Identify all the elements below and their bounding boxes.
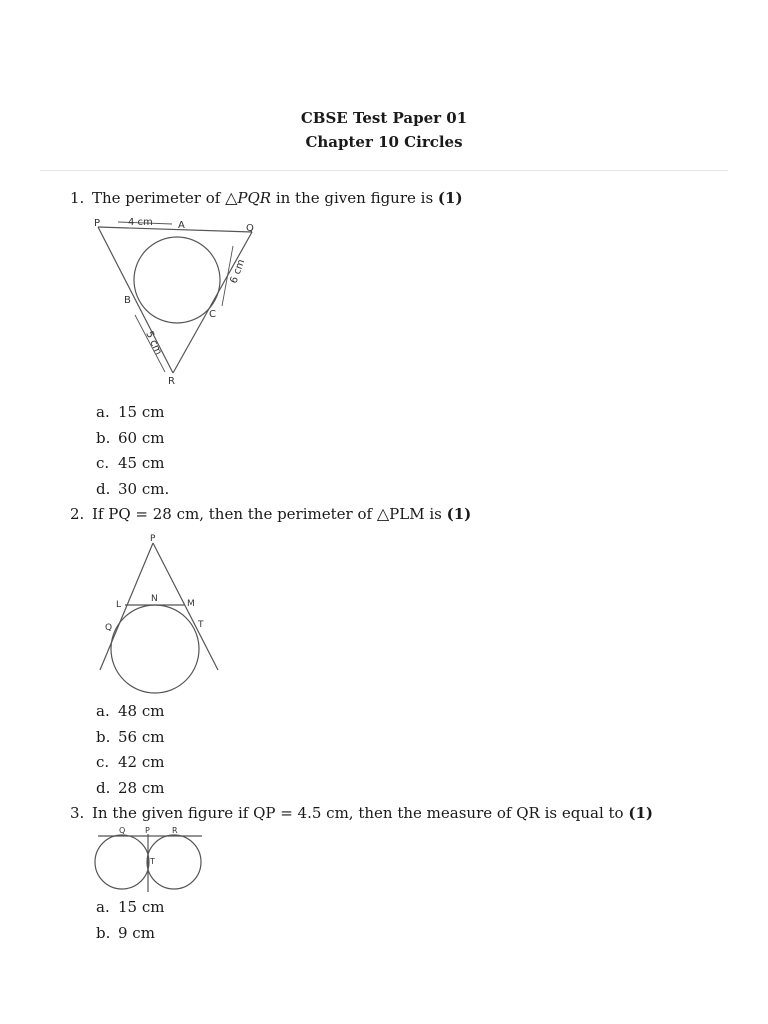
label-A: A [178,220,185,231]
question-text-pre: In the given figure if QP = 4.5 cm, then the measure of QR is equal to [92,804,629,822]
option-2d[interactable]: d. 28 cm [96,779,165,797]
option-2c[interactable]: c. 42 cm [96,753,165,771]
question-text-pre: If PQ = 28 cm, then the perimeter of [92,505,377,523]
label-L: L [116,600,122,610]
label-P: P [150,534,156,544]
chapter-title: Chapter 10 Circles [305,133,463,151]
label-Q: Q [119,826,126,835]
label-Q: Q [105,623,113,633]
question-number: 2. [70,505,85,523]
question-number: 1. [70,189,85,207]
option-2a[interactable]: a. 48 cm [96,702,165,720]
option-1c[interactable]: c. 45 cm [96,454,165,472]
option-3b[interactable]: b. 9 cm [96,924,155,942]
question-number: 3. [70,804,85,822]
question-text-pre: The perimeter of [92,189,226,207]
label-P: P [94,218,101,229]
marks-label: (1) [437,189,463,207]
label-R: R [172,826,178,835]
option-1b[interactable]: b. 60 cm [96,429,165,447]
label-br-length: 5 cm [143,329,164,357]
label-qc-length: 6 cm [228,257,248,286]
label-Q: Q [246,223,254,234]
marks-label: (1) [628,804,653,822]
paper-title: CBSE Test Paper 01 [300,109,468,127]
label-M: M [187,599,195,609]
left-circle [95,835,149,889]
option-1d[interactable]: d. 30 cm. [96,480,170,498]
label-pa-length: 4 cm [128,217,153,228]
question-text-post: PLM is [389,505,447,523]
label-N: N [151,594,158,604]
label-R: R [168,376,175,387]
label-B: B [124,295,131,306]
option-2b[interactable]: b. 56 cm [96,728,165,746]
option-1a[interactable]: a. 15 cm [96,403,165,421]
triangle-name: PQR [237,189,272,207]
label-T: T [198,620,204,630]
triangle-symbol: △ [376,504,390,523]
label-P: P [145,826,150,835]
label-T: T [150,857,155,866]
right-circle [147,835,201,889]
label-C: C [209,309,216,320]
question-text-post: in the given figure is [271,189,438,207]
option-3a[interactable]: a. 15 cm [96,898,165,916]
marks-label: (1) [446,505,472,523]
triangle-symbol: △ [225,188,238,207]
